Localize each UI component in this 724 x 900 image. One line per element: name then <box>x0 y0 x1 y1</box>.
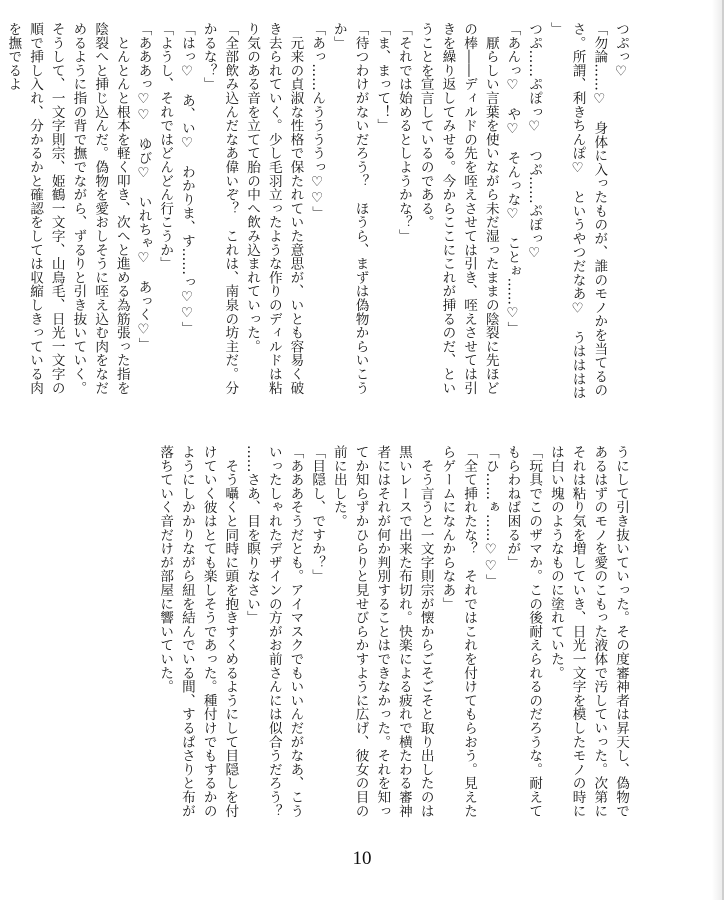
text-line: 「玩具でこのザマか。この後耐えられるのだろうな。耐えてもらわねば困るが」 <box>504 445 543 818</box>
text-line: 「あああそうだとも。アイマスクでもいいんだがなあ、こういったしゃれたデザインの方がお前さんには似合うだろう？ ……さあ、目を瞑りなさい」 <box>244 445 304 832</box>
text-line: 「待つわけがないだろう？ ほうら、まずは偽物からいこうか」 <box>330 22 369 395</box>
text-line: 「全て挿れたな？ それではこれを付けてもらおう。見えたらゲームになんからなあ」 <box>439 445 478 818</box>
text-line: 「あっ……んううううっ♡♡」 <box>309 22 326 220</box>
text-line: 「ま、まって！」 <box>374 22 391 133</box>
page-number: 10 <box>352 848 372 869</box>
text-line: とんとんと根本を軽く叩き、次へと進める為筋張った指を陰裂へと挿じ込んだ。偽物を愛おしそうに咥え込む肉をなだめるように指の背で撫でながら、ずるりと引き抜いていく。そうして、一文字則宗、姫鶴一文字、山鳥毛、日光一文字の順で挿し入れ、分かるかと確認をしては収縮しきっている肉を撫でるよ <box>5 22 130 395</box>
text-line: そう言うと一文字則宗が懐からごそごそと取り出したのは黒いレースで出来た布切れ。快楽による疲れで横たわる審神者にはそれが何か判別することはできなかった。それを知ってか知らずかひらりと見せびらかすように広げ、彼女の目の前に出した。 <box>330 445 434 818</box>
upper-text-block <box>5 22 631 405</box>
text-line: 「あんっ♡ や♡ そんっな♡ ことぉ……♡」 <box>504 22 521 336</box>
text-line: つぷっ♡ <box>613 22 629 80</box>
text-line: 「ようし、それではどんどん行こうか」 <box>157 22 174 271</box>
text-line: 「目隠し、ですか？」 <box>309 445 326 583</box>
text-line: つぷ……ぷぽっ♡ つぷ……ぷぽっ♡ <box>526 22 543 262</box>
text-line: うにして引き抜いていった。その度審神者は昇天し、偽物であるはずのモノを愛のこもった液体で汚していった。次第にそれは粘り気を増していき、日光一文字を模したモノの時には白い塊のようなものに塗れていた。 <box>547 445 629 818</box>
text-line: 「ひ……ぁ……♡♡」 <box>482 445 499 588</box>
text-line: 元来の貞淑な性格で保たれていた意思が、いとも容易く破き去られていく。少し毛羽立ったような作りのディルドは粘り気のある音を立てて胎の中へ飲み込まれていった。 <box>244 22 304 395</box>
text-line: そう囁くと同時に頭を抱きすくめるようにして目隠しを付けていく彼はとても楽しそうであった。種付けでもするかのようにしかかりながら紐を結んでいる間、するぱさりと布が落ちていく音だけが部屋に響いていた。 <box>157 445 239 818</box>
text-line: 「はっ♡ あ、い♡ わかりま、す……っ♡♡」 <box>178 22 195 336</box>
text-line: 「あああっ♡♡ ゆび♡ いれちゃ♡ あっく♡」 <box>135 22 152 352</box>
text-line: 「全部飲み込んだなあ偉いぞ？ これは、南泉の坊主だ。分かるな？」 <box>200 22 239 395</box>
text-line: 厭らしい言葉を使いながら未だ湿ったままの陰裂に先ほどの棒――ディルドの先を咥えさせては引き、咥えさせては引きを繰り返してみせる。今からここにこれが挿るのだ、ということを宣言しているのである。 <box>417 22 499 395</box>
text-line: 「それでは始めるとしようかな？」 <box>395 22 412 243</box>
lower-text-block <box>91 445 631 832</box>
text-line: 「勿論……♡ 身体に入ったものが、誰のモノかを当てるのさ。所謂、利きちんぽ♡ というやつだなあ♡ うはははは」 <box>547 22 608 400</box>
